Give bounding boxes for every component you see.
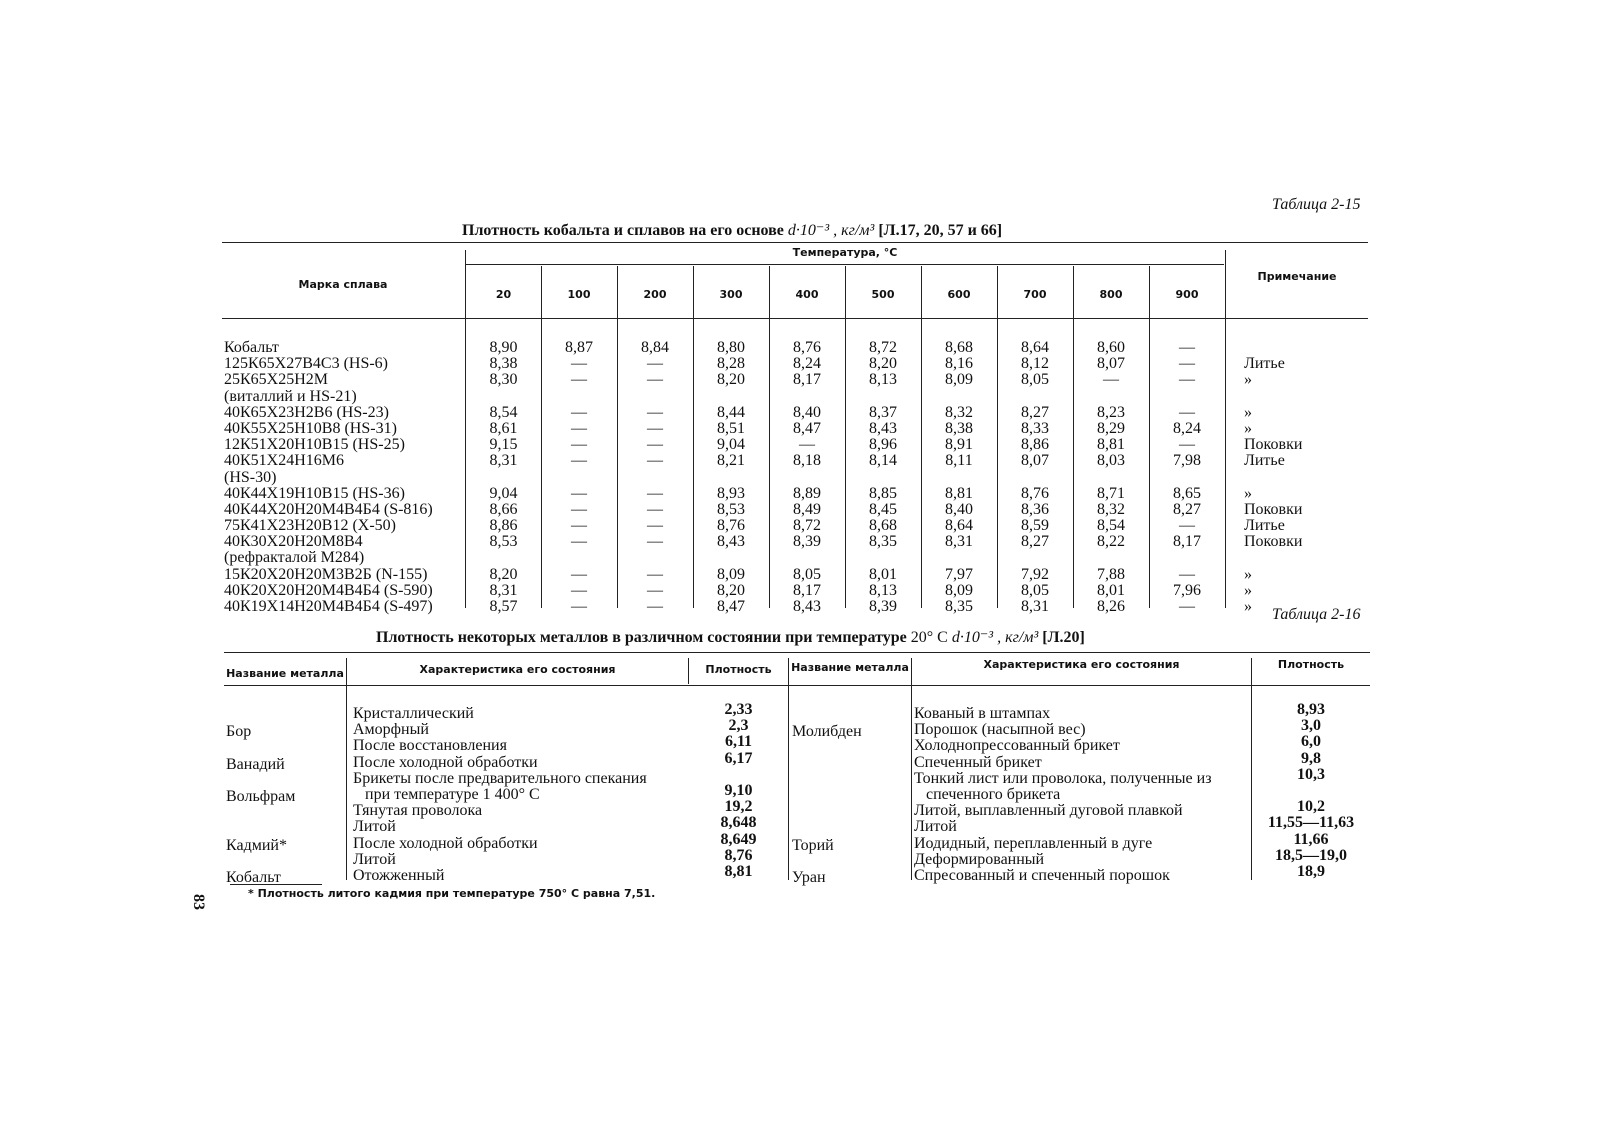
state-description: После холодной обработки [353,753,538,771]
state-description: Порошок (насыпной вес) [914,721,1086,739]
density-value: 8,31 [489,452,518,470]
alloy-name: 75К41Х23Н20В12 (Х-50) [224,517,396,535]
density-value: 8,47 [793,420,821,437]
density-value: 3,0 [1301,717,1321,735]
density-value: 9,8 [1301,749,1321,767]
density-value: 8,38 [945,420,973,437]
density-value: — [571,436,587,454]
density-value: 8,45 [869,501,897,518]
density-value: 8,22 [1097,533,1125,551]
header-temp-500: 500 [871,288,895,301]
density-value: 8,20 [489,565,518,583]
header-temp-700: 700 [1023,288,1047,301]
alloy-name: (HS-30) [224,468,277,486]
note-value [1244,470,1302,486]
density-value: — [1179,565,1195,583]
density-value: 8,05 [1021,371,1049,389]
density-value: 8,61 [489,420,518,437]
density-value: 8,86 [489,517,518,535]
note-value: Литье [1244,452,1285,470]
note-value: » [1244,419,1252,437]
state-description: Тянутая проволока [353,802,483,820]
density-value: 8,07 [1097,355,1125,373]
density-value: 9,04 [717,436,745,454]
density-value: 8,18 [793,452,821,470]
density-value: — [571,598,587,616]
state-description: После холодной обработки [353,834,538,852]
density-value: 18,9 [1297,863,1325,880]
density-value: — [647,371,663,389]
density-value: 8,43 [869,420,897,437]
density-value: 8,29 [1097,420,1125,437]
density-value: 8,80 [717,339,745,356]
density-value: — [571,355,587,373]
note-value: Поковки [1244,533,1303,551]
density-value: 6,17 [724,749,753,767]
density-value: 8,81 [1097,436,1125,454]
note-value: » [1244,403,1252,421]
density-value: 8,66 [489,501,518,518]
state-description: Литой, выплавленный дуговой плавкой [914,802,1183,820]
alloy-name: 40К44Х19Н10В15 (HS-36) [224,484,405,502]
density-value: 8,09 [945,582,973,599]
note-column [1244,340,1302,615]
density-value: 8,36 [1021,501,1049,518]
state-description: Отожженный [353,867,445,884]
density-value: 8,91 [945,436,973,454]
density-value: — [571,501,587,518]
density-value: 9,04 [489,484,518,502]
density-value: 18,5—19,0 [1275,846,1347,864]
footnote: * Плотность литого кадмия при температуре 750° С равна 7,51. [248,887,656,900]
density-value: 8,68 [945,339,973,356]
metal-name: Вольфрам [226,788,296,805]
density-value: 8,68 [869,517,897,535]
table-label-2-16: Таблица 2-16 [1272,606,1361,623]
density-value: 8,43 [717,533,745,551]
density-value: 8,17 [793,582,821,599]
density-value: 8,12 [1021,355,1049,373]
note-value: Литье [1244,517,1285,535]
density-value: 8,24 [1173,420,1201,437]
state-description: Спеченный брикет [914,753,1042,771]
density-value: 8,16 [945,355,973,373]
density-value: 8,31 [945,533,973,551]
density-value: 8,72 [869,339,897,356]
state-description: Литой [914,818,957,836]
density-value: 8,81 [945,484,973,502]
alloy-name: 40К55Х25Н10В8 (HS-31) [224,419,397,437]
density-value: — [647,452,663,470]
density-value: 6,11 [724,733,753,751]
header-temp-20: 20 [495,288,512,301]
density-value: 8,76 [724,846,753,864]
density-value: 8,76 [717,517,745,535]
alloy-name: Кобальт [224,339,279,356]
state-description: Спресованный и спеченный порошок [914,867,1170,884]
density-value: 8,03 [1097,452,1125,470]
density-value: — [799,436,815,454]
state-description: Кристаллический [353,705,474,722]
density-value: 8,93 [717,484,745,502]
state-description: Кованый в штампах [914,705,1051,722]
density-value: 19,2 [724,798,753,816]
density-value: 8,53 [717,501,745,518]
note-value: » [1244,598,1252,615]
density-value: 8,81 [724,863,753,880]
note-value: Поковки [1244,500,1303,518]
density-value: — [571,517,587,535]
density-value: — [571,420,587,437]
metal-name: Бор [226,723,252,741]
state-description: Деформированный [914,850,1045,868]
density-value: 8,31 [489,582,518,599]
header-state-left: Характеристика его состояния [419,663,616,676]
density-value: 8,11 [945,452,973,470]
density-value: 8,39 [869,598,897,616]
density-value: 8,21 [717,452,745,470]
density-value: 8,53 [489,533,518,551]
density-value: — [647,565,663,583]
alloy-name: 40К20Х20Н20М4В4Б4 (S-590) [224,581,433,599]
note-value: » [1244,581,1252,599]
density-value: 8,31 [1021,598,1049,616]
density-value: 8,86 [1021,436,1049,454]
density-value: 8,30 [489,371,518,389]
state-description: Литой [353,850,396,868]
density-value: 8,27 [1021,533,1049,551]
density-value: 8,33 [1021,420,1049,437]
density-value: 8,93 [1297,701,1325,718]
density-value: — [571,452,587,470]
density-value: 8,32 [1097,501,1125,518]
note-value: » [1244,484,1252,502]
state-description: Аморфный [353,721,429,739]
density-value: 8,35 [869,533,897,551]
density-value: 7,88 [1097,565,1125,583]
header-metal-left: Название металла [226,667,344,680]
density-value: — [1179,598,1195,616]
density-value: 8,07 [1021,452,1049,470]
density-value: — [1179,355,1195,373]
density-value: — [647,403,663,421]
density-value: 8,17 [793,371,821,389]
density-value: 7,98 [1173,452,1201,470]
density-value: — [647,582,663,599]
density-value: 8,43 [793,598,821,616]
density-value: — [1179,371,1195,389]
density-value: 7,92 [1021,565,1049,583]
density-value: 8,84 [641,339,669,356]
page-number: 83 [190,894,207,910]
note-value [1244,389,1302,405]
note-value: Литье [1244,355,1285,373]
density-value: — [571,565,587,583]
header-note: Примечание [1257,270,1337,283]
density-value: 8,09 [717,565,745,583]
density-value: — [571,403,587,421]
state-description: при температуре 1 400° С [353,786,540,803]
density-value: 9,10 [724,782,753,799]
density-value: 8,23 [1097,403,1125,421]
header-density-left: Плотность [705,663,772,676]
density-value: 2,3 [728,717,749,735]
state-description: спеченного брикета [914,786,1061,803]
metal-name: Кобальт [226,869,281,886]
density-value: 8,13 [869,371,897,389]
alloy-name: (рефракталой М284) [224,549,365,567]
density-value: 8,26 [1097,598,1125,616]
density-value: — [1179,339,1195,356]
alloy-name: 12К51Х20Н10В15 (HS-25) [224,436,405,454]
metal-name: Торий [792,836,834,854]
density-value: 8,54 [1097,517,1125,535]
header-temp-200: 200 [643,288,667,301]
alloy-name: (виталлий и HS-21) [224,387,357,405]
note-value: » [1244,565,1252,583]
table-label-2-15: Таблица 2-15 [1272,196,1361,213]
note-value: Поковки [1244,436,1303,454]
density-value: 2,33 [724,701,753,718]
density-value: 8,05 [1021,582,1049,599]
density-value: 8,20 [717,371,745,389]
metal-name: Молибден [792,723,862,741]
density-value: 11,66 [1293,830,1329,848]
header-temp-300: 300 [719,288,743,301]
density-value: 8,96 [869,436,897,454]
density-value: 7,97 [945,565,973,583]
metal-name: Уран [792,869,826,886]
header-density-right: Плотность [1277,658,1345,671]
density-value: 10,3 [1297,765,1325,783]
alloy-name: 40К30Х20Н20М8В4 [224,533,363,551]
density-value: 8,01 [869,565,897,583]
density-value: — [647,484,663,502]
density-value: 8,85 [869,484,897,502]
density-value: 8,90 [489,339,518,356]
density-value: 8,60 [1097,339,1125,356]
alloy-name-column [224,340,433,615]
density-value: 8,54 [489,403,518,421]
density-value: 10,2 [1297,798,1325,816]
note-value [1244,550,1302,566]
header-metal-right: Название металла [791,661,909,674]
density-value: 8,65 [1173,484,1201,502]
density-value: 8,35 [945,598,973,616]
table-title-2-15: Плотность кобальта и сплавов на его основе d·10⁻³ , кг/м³ [Л.17, 20, 57 и 66] [462,222,1003,239]
state-description: Брикеты после предварительного спекания [353,769,647,787]
header-temp-100: 100 [567,288,591,301]
alloy-name: 40К65Х23Н2В6 (HS-23) [224,403,389,421]
table-title-2-16: Плотность некоторых металлов в различном состоянии при температуре 20° С d·10⁻³ , кг/м³ [Л.20] [376,629,1085,646]
density-value: 8,76 [793,339,821,356]
density-value: — [571,484,587,502]
density-value: 9,15 [489,436,518,454]
header-temp-600: 600 [947,288,971,301]
header-temp-800: 800 [1099,288,1123,301]
note-value: » [1244,371,1252,389]
density-value: 8,64 [945,517,973,535]
density-value: 8,71 [1097,484,1125,502]
density-value: — [647,517,663,535]
density-value: 8,05 [793,565,821,583]
state-description: Холоднопрессованный брикет [914,737,1120,755]
density-value: 8,17 [1173,533,1201,551]
density-value: 8,64 [1021,339,1049,356]
density-value: 8,72 [793,517,821,535]
alloy-name: 125К65Х27В4С3 (HS-6) [224,355,389,373]
density-value: — [1179,436,1195,454]
state-description: Иодидный, переплавленный в дуге [914,834,1153,852]
density-value: — [647,501,663,518]
density-value: 8,57 [489,598,518,616]
alloy-name: 40К19Х14Н20М4В4Б4 (S-497) [224,598,433,615]
density-value: — [1179,403,1195,421]
density-value: 8,01 [1097,582,1125,599]
alloy-name: 40К51Х24Н16М6 [224,452,345,470]
density-value: 8,44 [717,403,745,421]
alloy-name: 15К20Х20Н20М3В2Б (N-155) [224,565,428,583]
state-description: Тонкий лист или проволока, полученные из [914,769,1212,787]
density-value: 8,32 [945,403,973,421]
density-value: 8,40 [793,403,821,421]
density-value: 11,55—11,63 [1267,814,1355,832]
density-value: — [1103,371,1119,389]
density-value: — [571,533,587,551]
header-temp-400: 400 [795,288,819,301]
density-value: 8,40 [945,501,973,518]
density-value: 8,13 [869,582,897,599]
density-value: — [571,582,587,599]
density-value: 8,20 [869,355,897,373]
note-value [1244,340,1302,356]
density-value: 8,648 [720,814,757,832]
density-value: 8,47 [717,598,745,616]
density-value: 8,76 [1021,484,1049,502]
header-temp-900: 900 [1175,288,1199,301]
density-value: 8,89 [793,484,821,502]
density-value: — [571,371,587,389]
density-value: 8,27 [1021,403,1049,421]
alloy-name: 25К65Х25Н2М [224,371,329,389]
header-temperature: Температура, °С [792,246,898,259]
density-value: 6,0 [1301,733,1321,751]
density-value: 8,37 [869,403,897,421]
density-value: — [647,533,663,551]
header-state-right: Характеристика его состояния [983,658,1180,671]
density-value: 8,49 [793,501,821,518]
header-alloy: Марка сплава [298,278,388,291]
density-value: — [647,420,663,437]
alloy-name: 40К44Х20Н20М4В4Б4 (S-816) [224,500,433,518]
density-value: 8,28 [717,355,745,373]
density-value: 8,39 [793,533,821,551]
state-description: Литой [353,818,396,836]
density-value: 8,59 [1021,517,1049,535]
density-value: 8,649 [720,830,757,848]
density-value: 8,51 [717,420,745,437]
state-description: После восстановления [353,737,507,755]
metal-name: Ванадий [226,755,285,773]
density-value: 8,38 [489,355,518,373]
density-value: 8,87 [565,339,593,356]
density-value: 8,14 [869,452,897,470]
metal-name: Кадмий* [226,836,287,854]
density-value: — [647,598,663,616]
density-value: 8,09 [945,371,973,389]
density-value: 8,24 [793,355,821,373]
density-value: — [1179,517,1195,535]
density-value: — [647,355,663,373]
density-value: — [647,436,663,454]
density-value: 8,27 [1173,501,1201,518]
density-value: 8,20 [717,582,745,599]
density-value: 7,96 [1173,582,1201,599]
